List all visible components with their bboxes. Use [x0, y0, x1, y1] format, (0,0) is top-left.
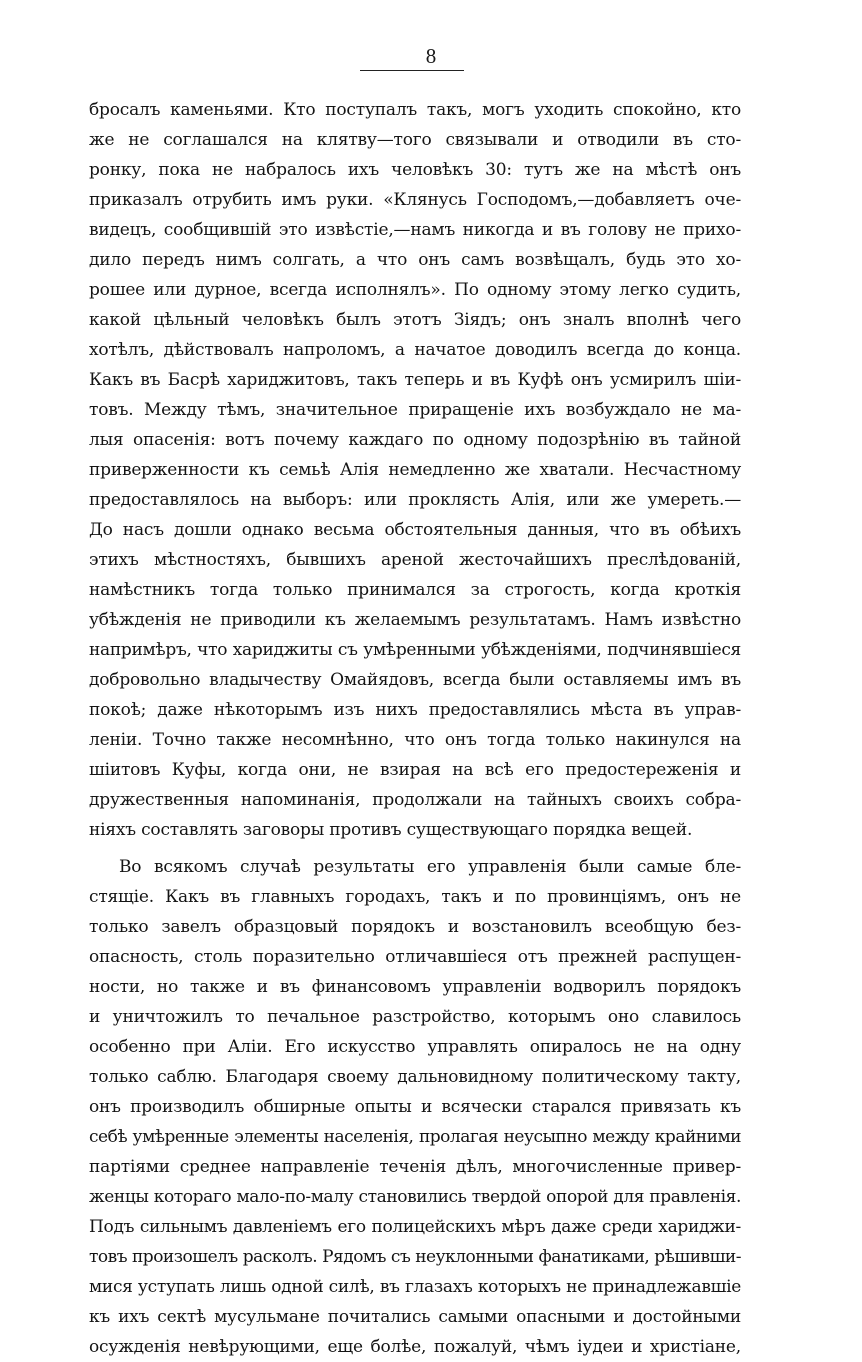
text-line: же не соглашался на клятву—того связывали и отводили въ сто- — [89, 130, 741, 150]
text-line: убѣжденія не приводили къ желаемымъ результатамъ. Намъ извѣстно — [89, 610, 741, 630]
text-line: ніяхъ составлять заговоры противъ существующаго порядка вещей. — [89, 820, 693, 840]
text-line: Какъ въ Басрѣ хариджитовъ, такъ теперь и въ Куфѣ онъ усмирилъ шіи- — [89, 370, 741, 390]
paragraph-gap — [89, 845, 741, 852]
text-line: покоѣ; даже нѣкоторымъ изъ нихъ предоставлялись мѣста въ управ- — [89, 700, 741, 720]
text-line: опасность, столь поразительно отличавшіеся отъ прежней распущен- — [89, 947, 741, 967]
text-line: ронку, пока не набралось ихъ человѣкъ 30: тутъ же на мѣстѣ онъ — [89, 160, 741, 180]
text-line: добровольно владычеству Омайядовъ, всегда были оставляемы имъ въ — [89, 670, 741, 690]
text-line: и уничтожилъ то печальное разстройство, которымъ оно славилось — [89, 1007, 741, 1027]
text-line: хотѣлъ, дѣйствовалъ напроломъ, а начатое доводилъ всегда до конца. — [89, 340, 741, 360]
text-line: мися уступать лишь одной силѣ, въ глазахъ которыхъ не принадлежавшіе — [89, 1277, 741, 1297]
text-line: леніи. Точно также несомнѣнно, что онъ тогда только накинулся на — [89, 730, 741, 750]
text-line: только саблю. Благодаря своему дальновидному политическому такту, — [89, 1067, 741, 1087]
text-line: особенно при Аліи. Его искусство управлять опиралось не на одну — [89, 1037, 741, 1057]
text-line: только завелъ образцовый порядокъ и возстановилъ всеобщую без- — [89, 917, 741, 937]
text-line: До насъ дошли однако весьма обстоятельныя данныя, что въ обѣихъ — [89, 520, 741, 540]
text-line: стящіе. Какъ въ главныхъ городахъ, такъ и по провинціямъ, онъ не — [89, 887, 741, 907]
paragraph-1 — [89, 95, 741, 845]
text-line: къ ихъ сектѣ мусульмане почитались самыми опасными и достойными — [89, 1307, 741, 1327]
text-line: дило передъ нимъ солгать, а что онъ самъ возвѣщалъ, будь это хо- — [89, 250, 741, 270]
text-line: бросалъ каменьями. Кто поступалъ такъ, могъ уходить спокойно, кто — [89, 100, 741, 120]
text-line: предоставлялось на выборъ: или проклясть Алія, или же умереть.— — [89, 490, 741, 510]
header-rule — [360, 70, 464, 71]
text-line: осужденія невѣрующими, еще болѣе, пожалуй, чѣмъ іудеи и христіане, — [89, 1337, 741, 1357]
text-line: онъ производилъ обширные опыты и всячески старался привязать къ — [89, 1097, 741, 1117]
text-line: ности, но также и въ финансовомъ управленіи водворилъ порядокъ — [89, 977, 741, 997]
text-line: лыя опасенія: вотъ почему каждаго по одному подозрѣнію въ тайной — [89, 430, 741, 450]
body-text — [89, 95, 741, 1362]
text-line: партіями среднее направленіе теченія дѣлъ, многочисленные привер- — [89, 1157, 741, 1177]
text-line: товъ произошелъ расколъ. Рядомъ съ неуклонными фанатиками, рѣшивши- — [89, 1247, 741, 1267]
text-line: Во всякомъ случаѣ результаты его управленія были самые бле- — [119, 857, 741, 877]
text-line: рошее или дурное, всегда исполнялъ». По одному этому легко судить, — [89, 280, 741, 300]
paragraph-2 — [89, 852, 741, 1362]
text-line: Подъ сильнымъ давленіемъ его полицейскихъ мѣръ даже среди хариджи- — [89, 1217, 741, 1237]
text-line: себѣ умѣренные элементы населенія, пролагая неусыпно между крайними — [89, 1127, 741, 1147]
text-line: этихъ мѣстностяхъ, бывшихъ ареной жесточайшихъ преслѣдованій, — [89, 550, 741, 570]
page-number: 8 — [425, 44, 437, 68]
text-line: намѣстникъ тогда только принимался за строгость, когда кроткія — [89, 580, 741, 600]
text-line: видецъ, сообщившій это извѣстіе,—намъ никогда и въ голову не прихо- — [89, 220, 741, 240]
text-line: приверженности къ семьѣ Алія немедленно же хватали. Несчастному — [89, 460, 741, 480]
text-line: какой цѣльный человѣкъ былъ этотъ Зіядъ; онъ зналъ вполнѣ чего — [89, 310, 741, 330]
text-line: приказалъ отрубить имъ руки. «Клянусь Господомъ,—добавляетъ оче- — [89, 190, 741, 210]
text-line: женцы котораго мало-по-малу становились твердой опорой для правленія. — [89, 1187, 741, 1207]
text-line: товъ. Между тѣмъ, значительное приращеніе ихъ возбуждало не ма- — [89, 400, 741, 420]
text-line: шіитовъ Куфы, когда они, не взирая на всѣ его предостереженія и — [89, 760, 741, 780]
text-line: дружественныя напоминанія, продолжали на тайныхъ своихъ собра- — [89, 790, 741, 810]
text-line: напримѣръ, что хариджиты съ умѣренными убѣжденіями, подчинявшіеся — [89, 640, 741, 660]
